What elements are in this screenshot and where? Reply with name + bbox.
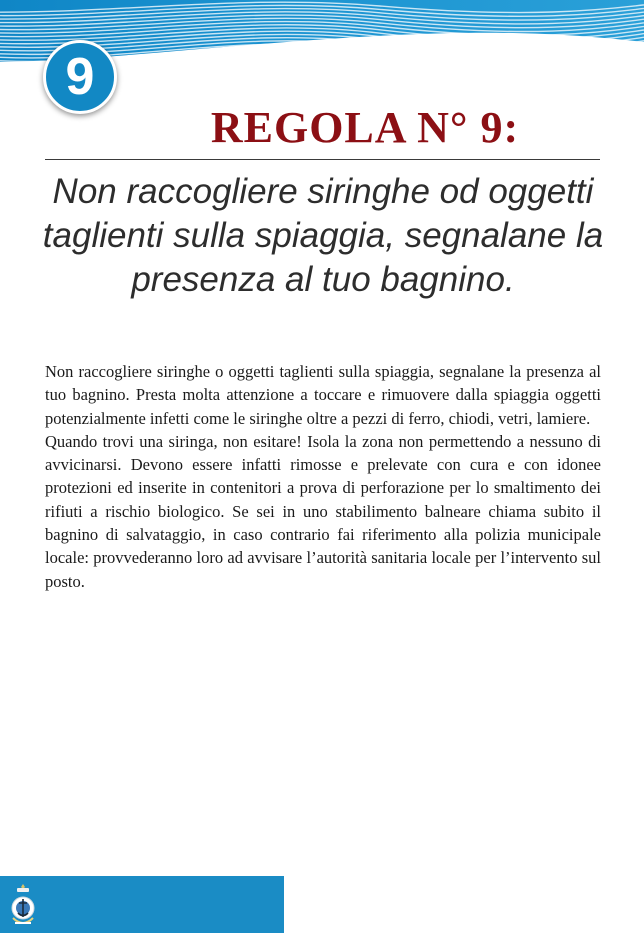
rule-number-text: 9	[65, 48, 95, 106]
footer-bar	[0, 876, 284, 933]
body-paragraph-2: Quando trovi una siringa, non esitare! Isola la zona non permettendo a nessuno di avvicinarsi. Devono essere infatti rimosse e prelevate con cura e con idonee protezioni ed inserite in contenitori a prova di perforazione per lo smaltimento dei rifiuti a rischio biologico. Se sei in uno stabilimento balneare chiama subito il bagnino di salvataggio, in caso contrario fai riferimento alla polizia municipale locale: provvederanno loro ad avvisare l’autorità sanitaria locale per l’intervento sul posto.	[45, 431, 601, 591]
body-text	[45, 360, 601, 593]
page-subtitle: Non raccogliere siringhe od oggetti taglienti sulla spiaggia, segnalane la presenza al tuo bagnino.	[42, 172, 604, 299]
page-title: REGOLA N° 9:	[210, 103, 520, 152]
coast-guard-emblem-icon	[8, 882, 38, 928]
body-paragraph-1: Non raccogliere siringhe o oggetti taglienti sulla spiaggia, segnalane la presenza al tuo bagnino. Presta molta attenzione a toccare e rimuovere dalla spiaggia oggetti potenzialmente infetti come le siringhe oltre a pezzi di ferro, chiodi, vetri, lamiere.	[45, 362, 601, 428]
rule-number-badge	[43, 40, 117, 114]
title-divider	[45, 159, 600, 160]
